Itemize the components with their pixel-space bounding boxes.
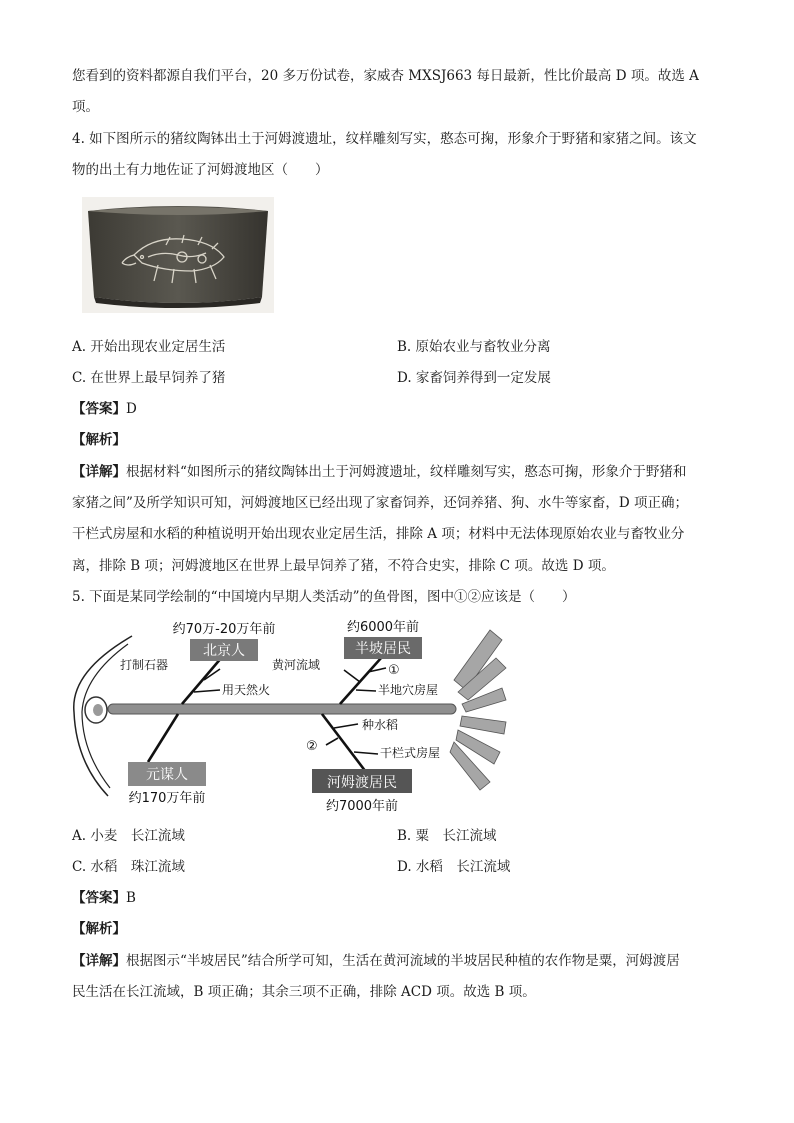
q4-detail-line-3: 干栏式房屋和水稻的种植说明开始出现农业定居生活，排除 A 项；材料中无法体现原始农业与畜牧业分 <box>72 526 685 542</box>
q4-detail-line-2: 家猪之间”及所学知识可知，河姆渡地区已经出现了家畜饲养，还饲养猪、狗、水牛等家畜，D 项正确； <box>72 495 689 511</box>
q4-detail-line-4: 离，排除 B 项；河姆渡地区在世界上最早饲养了猪，不符合史实，排除 C 项。故选 D 项。 <box>72 558 615 574</box>
intro-line-2: 项。 <box>72 99 99 115</box>
beijing-tool: 打制石器 <box>120 658 169 672</box>
q5-answer <box>72 888 136 908</box>
beijing-label: 北京人 <box>203 643 245 659</box>
q4-option-a[interactable]: A. 开始出现农业定居生活 <box>72 339 226 355</box>
q4-answer-tag: 【答案】 <box>72 401 126 417</box>
q4-detail-text-1: 根据材料“如图所示的猪纹陶钵出土于河姆渡遗址，纹样雕刻写实，憨态可掬，形象介于野猪和 <box>126 464 687 480</box>
beijing-date: 约70万-20万年前 <box>172 622 276 637</box>
hemudu-label: 河姆渡居民 <box>327 775 397 791</box>
banpo-label: 半坡居民 <box>355 641 411 657</box>
q5-answer-tag: 【答案】 <box>72 890 126 906</box>
q5-stem: 5. 下面是某同学绘制的“中国境内早期人类活动”的鱼骨图，图中①②应该是（ ） <box>72 589 576 605</box>
q4-answer <box>72 399 137 419</box>
hemudu-house: 干栏式房屋 <box>380 746 441 760</box>
intro-line-1: 您看到的资料都源自我们平台，20 多万份试卷，家威杏 MXSJ663 每日最新，性比价最高 D 项。故选 A <box>72 68 699 84</box>
q5-option-c[interactable]: C. 水稻 珠江流域 <box>72 859 185 875</box>
q4-answer-value: D <box>126 401 137 417</box>
q5-answer-value: B <box>126 890 136 906</box>
banpo-region: 黄河流域 <box>272 658 321 672</box>
banpo-house: 半地穴房屋 <box>378 683 439 697</box>
beijing-fire: 用天然火 <box>222 683 271 697</box>
q4-analysis-tag: 【解析】 <box>72 432 126 448</box>
q4-option-c[interactable]: C. 在世界上最早饲养了猪 <box>72 370 226 386</box>
banpo-date: 约6000年前 <box>346 620 420 635</box>
yuanmou-date: 约170万年前 <box>128 791 206 806</box>
q5-detail-text-1: 根据图示“半坡居民”结合所学可知，生活在黄河流域的半坡居民种植的农作物是粟，河姆渡居 <box>126 953 680 969</box>
q5-detail-line-2: 民生活在长江流域，B 项正确；其余三项不正确，排除 ACD 项。故选 B 项。 <box>72 984 536 1000</box>
q5-option-d[interactable]: D. 水稻 长江流域 <box>397 859 511 875</box>
hemudu-rice: 种水稻 <box>362 718 399 732</box>
hemudu-date: 约7000年前 <box>325 799 399 814</box>
q5-option-b[interactable]: B. 粟 长江流域 <box>397 828 497 844</box>
q4-option-d[interactable]: D. 家畜饲养得到一定发展 <box>397 370 551 386</box>
q5-analysis-tag: 【解析】 <box>72 921 126 937</box>
yuanmou-label: 元谋人 <box>146 767 188 783</box>
pig-pottery-bowl-image <box>82 197 274 313</box>
q5-option-a[interactable]: A. 小麦 长江流域 <box>72 828 185 844</box>
banpo-blank-1: ① <box>388 663 400 678</box>
hemudu-blank-2: ② <box>306 739 318 754</box>
q5-detail-tag: 【详解】 <box>72 953 126 969</box>
q4-stem-line-1: 4. 如下图所示的猪纹陶钵出土于河姆渡遗址，纹样雕刻写实，憨态可掬，形象介于野猪和家猪之间。该文 <box>72 131 697 147</box>
q4-detail-line-1 <box>72 462 686 482</box>
q5-detail-line-1 <box>72 951 680 971</box>
q4-detail-tag: 【详解】 <box>72 464 126 480</box>
q4-option-b[interactable]: B. 原始农业与畜牧业分离 <box>397 339 551 355</box>
q4-stem-line-2: 物的出土有力地佐证了河姆渡地区（ ） <box>72 162 329 178</box>
fishbone-diagram <box>70 612 510 817</box>
